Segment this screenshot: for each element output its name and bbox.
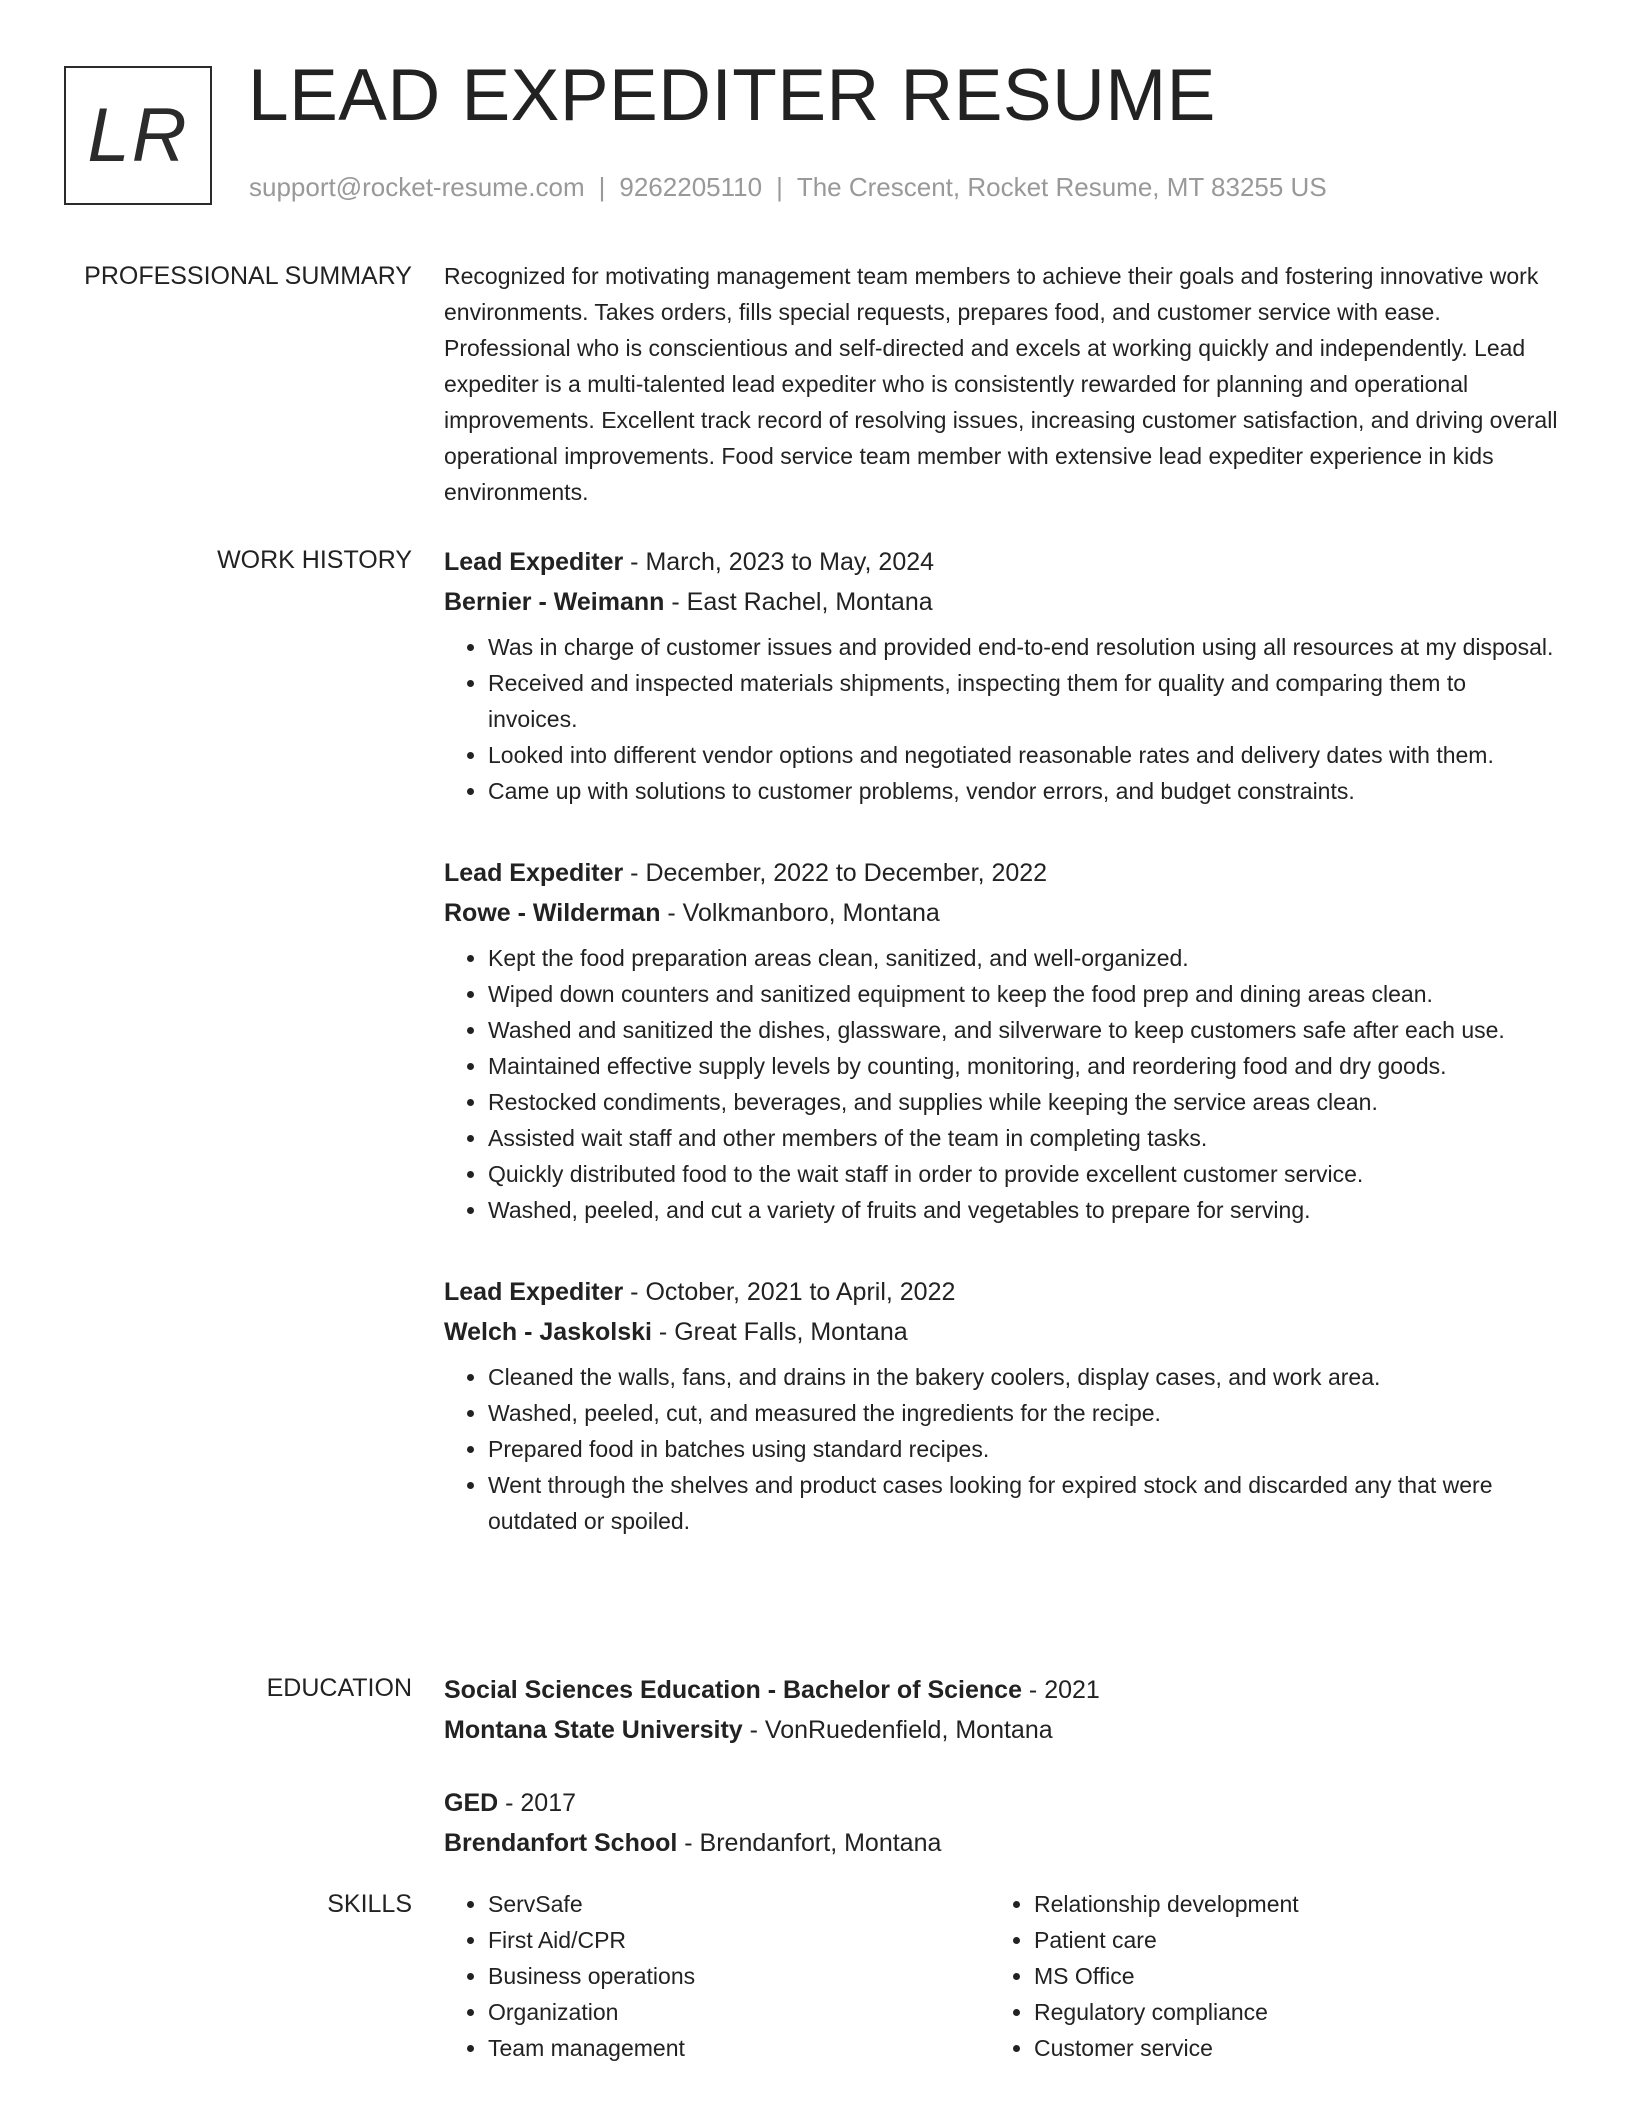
page-title: LEAD EXPEDITER RESUME	[248, 55, 1216, 136]
job-entry	[444, 542, 1559, 809]
skills-column-right	[990, 1886, 1536, 2066]
job-bullet: • Came up with solutions to customer problems, vendor errors, and budget constraints.	[488, 773, 1559, 809]
job-dates: - October, 2021 to April, 2022	[623, 1278, 956, 1306]
education-entry	[444, 1670, 1559, 1750]
job-bullet: • Received and inspected materials shipments, inspecting them for quality and comparing them to invoices.	[488, 665, 1559, 737]
job-bullet: • Prepared food in batches using standard recipes.	[488, 1431, 1559, 1467]
section-label-summary: PROFESSIONAL SUMMARY	[84, 262, 412, 290]
skill-item: • MS Office	[1034, 1958, 1536, 1994]
work-history-content	[444, 542, 1559, 1583]
education-year: - 2021	[1021, 1676, 1100, 1704]
job-company: Rowe - Wilderman	[444, 899, 661, 927]
job-bullets	[444, 1359, 1559, 1539]
section-label-education: EDUCATION	[266, 1674, 412, 1702]
education-location: - VonRuedenfield, Montana	[742, 1716, 1053, 1744]
section-label-skills: SKILLS	[327, 1890, 412, 1918]
education-year: - 2017	[498, 1789, 577, 1817]
skills-grid	[444, 1886, 1559, 2066]
education-content	[444, 1670, 1559, 1896]
contact-separator: |	[776, 172, 783, 202]
job-bullet: • Washed, peeled, cut, and measured the ingredients for the recipe.	[488, 1395, 1559, 1431]
job-bullet: • Assisted wait staff and other members of the team in completing tasks.	[488, 1120, 1559, 1156]
education-degree-line	[444, 1783, 1559, 1823]
job-bullets	[444, 940, 1559, 1228]
job-title-line	[444, 853, 1559, 893]
education-school: Montana State University	[444, 1716, 743, 1744]
education-school-line	[444, 1823, 1559, 1863]
job-bullet: • Restocked condiments, beverages, and supplies while keeping the service areas clean.	[488, 1084, 1559, 1120]
skills-column-left	[444, 1886, 990, 2066]
summary-content	[444, 258, 1559, 510]
contact-email[interactable]: support@rocket-resume.com	[249, 172, 585, 202]
education-entry	[444, 1783, 1559, 1863]
skills-content	[444, 1886, 1559, 2066]
job-bullet: • Went through the shelves and product cases looking for expired stock and discarded any that were outdated or spoiled.	[488, 1467, 1559, 1539]
skill-item: • Regulatory compliance	[1034, 1994, 1536, 2030]
job-bullets	[444, 629, 1559, 809]
skill-item: • ServSafe	[488, 1886, 990, 1922]
job-company: Bernier - Weimann	[444, 588, 665, 616]
skill-item: • Team management	[488, 2030, 990, 2066]
job-title: Lead Expediter	[444, 548, 624, 576]
skills-list	[990, 1886, 1536, 2066]
contact-address: The Crescent, Rocket Resume, MT 83255 US	[796, 172, 1327, 202]
job-bullet: • Was in charge of customer issues and provided end-to-end resolution using all resources at my disposal.	[488, 629, 1559, 665]
job-bullet: • Washed, peeled, and cut a variety of fruits and vegetables to prepare for serving.	[488, 1192, 1559, 1228]
job-title-line	[444, 1272, 1559, 1312]
summary-text: Recognized for motivating management team members to achieve their goals and fostering innovative work environments. Takes orders, fills special requests, prepares food, and customer service with ease. Professional who is conscientious and self-directed and excels at working quickly and independently. Lead expediter is a multi-talented lead expediter who is consistently rewarded for planning and operational improvements. Excellent track record of resolving issues, increasing customer satisfaction, and driving overall operational improvements. Food service team member with extensive lead expediter experience in kids environments.	[444, 263, 1558, 505]
job-bullet: • Maintained effective supply levels by counting, monitoring, and reordering food and dry goods.	[488, 1048, 1559, 1084]
job-location: - Great Falls, Montana	[651, 1318, 908, 1346]
skill-item: • Patient care	[1034, 1922, 1536, 1958]
monogram-logo: LR	[64, 66, 212, 205]
job-entry	[444, 853, 1559, 1228]
education-school: Brendanfort School	[444, 1829, 678, 1857]
job-entry	[444, 1272, 1559, 1539]
job-title-line	[444, 542, 1559, 582]
contact-line	[249, 172, 1327, 203]
job-bullet: • Quickly distributed food to the wait staff in order to provide excellent customer service.	[488, 1156, 1559, 1192]
job-dates: - December, 2022 to December, 2022	[623, 859, 1048, 887]
education-degree-line	[444, 1670, 1559, 1710]
skill-item: • Business operations	[488, 1958, 990, 1994]
job-company-line	[444, 893, 1559, 933]
job-company-line	[444, 1312, 1559, 1352]
skill-item: • First Aid/CPR	[488, 1922, 990, 1958]
job-bullet: • Wiped down counters and sanitized equipment to keep the food prep and dining areas clean.	[488, 976, 1559, 1012]
skills-list	[444, 1886, 990, 2066]
job-location: - East Rachel, Montana	[664, 588, 933, 616]
education-location: - Brendanfort, Montana	[677, 1829, 942, 1857]
contact-separator: |	[598, 172, 606, 202]
job-company: Welch - Jaskolski	[444, 1318, 652, 1346]
job-title: Lead Expediter	[444, 1278, 624, 1306]
skill-item: • Relationship development	[1034, 1886, 1536, 1922]
skill-item: • Organization	[488, 1994, 990, 2030]
skill-item: • Customer service	[1034, 2030, 1536, 2066]
job-company-line	[444, 582, 1559, 622]
education-school-line	[444, 1710, 1559, 1750]
section-label-work-history: WORK HISTORY	[217, 546, 412, 574]
job-bullet: • Cleaned the walls, fans, and drains in the bakery coolers, display cases, and work area.	[488, 1359, 1559, 1395]
job-location: - Volkmanboro, Montana	[660, 899, 940, 927]
education-degree: GED	[444, 1789, 499, 1817]
job-bullet: • Washed and sanitized the dishes, glassware, and silverware to keep customers safe after each use.	[488, 1012, 1559, 1048]
contact-phone[interactable]: 9262205110	[619, 172, 763, 202]
job-dates: - March, 2023 to May, 2024	[623, 548, 935, 576]
job-bullet: • Kept the food preparation areas clean, sanitized, and well-organized.	[488, 940, 1559, 976]
education-degree: Social Sciences Education - Bachelor of Science	[444, 1676, 1022, 1704]
job-title: Lead Expediter	[444, 859, 624, 887]
job-bullet: • Looked into different vendor options and negotiated reasonable rates and delivery dates with them.	[488, 737, 1559, 773]
